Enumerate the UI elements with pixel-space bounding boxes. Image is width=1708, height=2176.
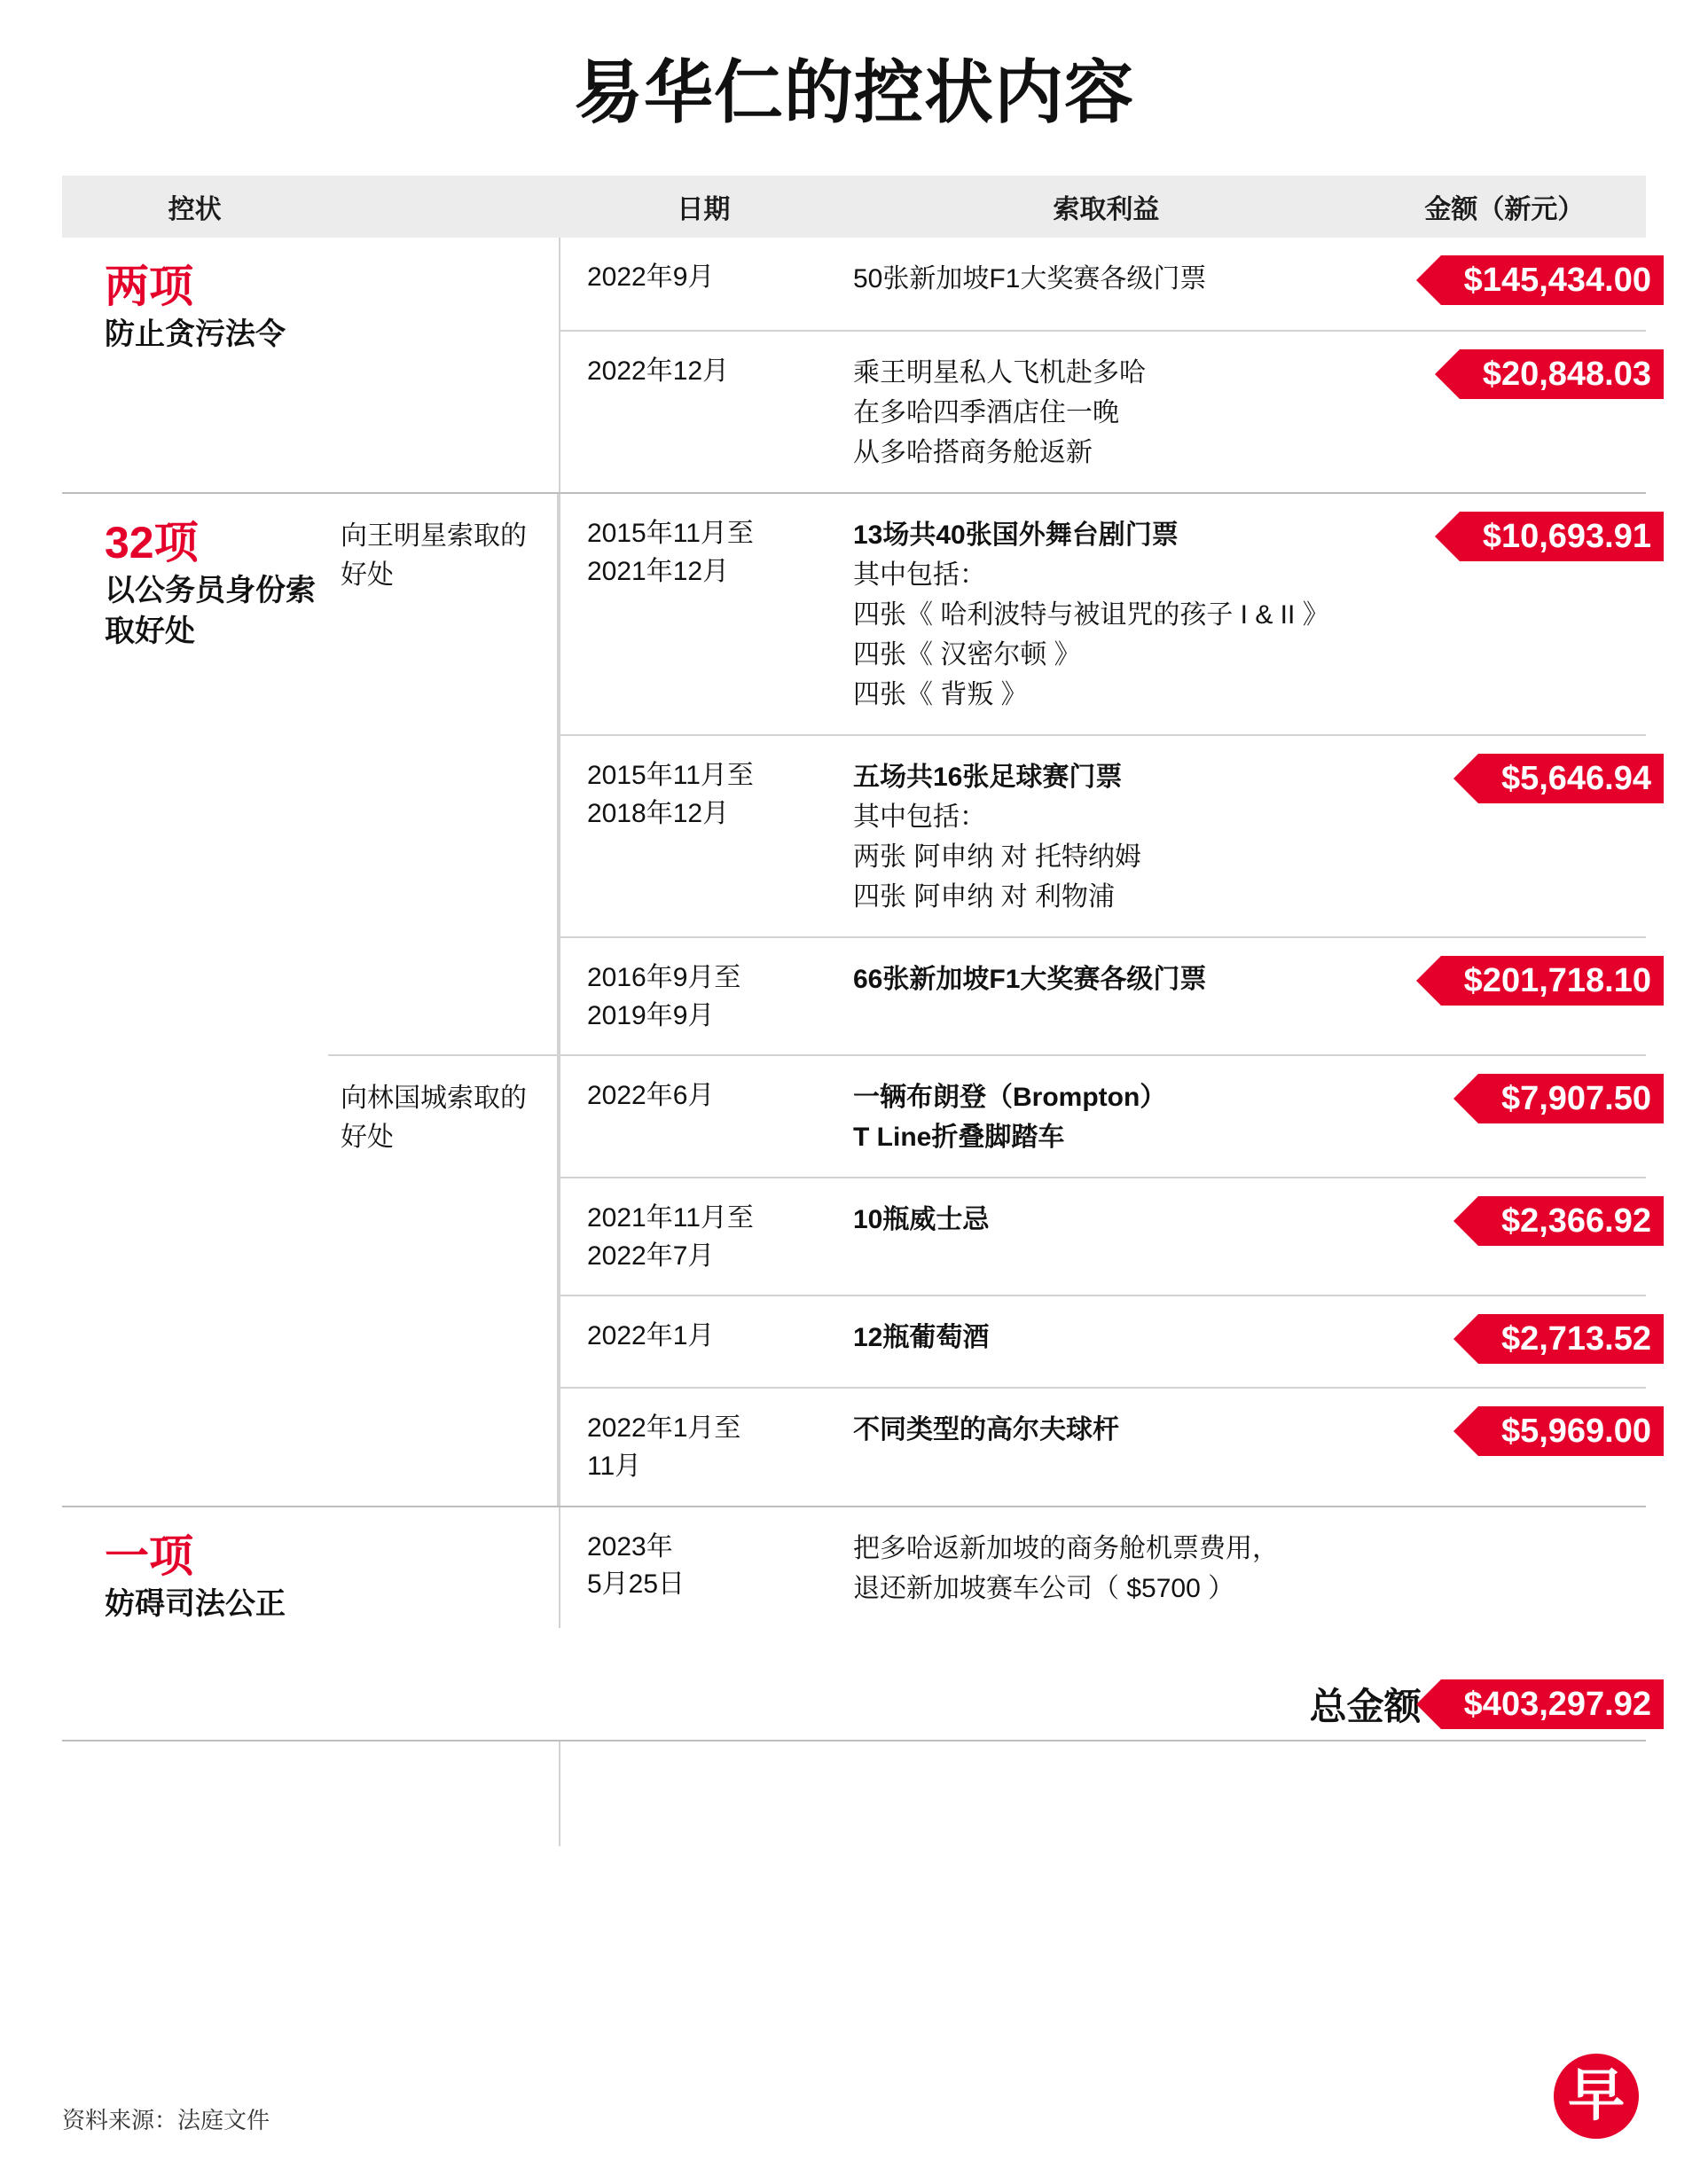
row-date-line: 2015年11月至 — [587, 761, 754, 790]
row-date — [560, 1389, 853, 1505]
row-benefit-line: 50张新加坡F1大奖赛各级门票 — [853, 264, 1207, 294]
row-date — [560, 1178, 853, 1295]
row-date-line: 2022年6月 — [587, 1081, 715, 1111]
row-amount — [1367, 238, 1651, 325]
row-date — [560, 1056, 853, 1135]
header-amount: 金额（新元） — [1424, 195, 1585, 224]
charge-subgroup-label: 向林国城索取的好处 — [328, 1056, 559, 1505]
charge-group-label — [62, 1507, 328, 1648]
amount-tag: $5,969.00 — [1478, 1406, 1664, 1456]
charge-name: 妨碍司法公正 — [105, 1586, 286, 1621]
row-date-line: 2022年1月 — [587, 1321, 715, 1351]
row-benefit-line: 13场共40张国外舞台剧门票 — [853, 521, 1179, 550]
row-date — [560, 1507, 853, 1624]
row-date-line: 2022年1月至 — [587, 1413, 741, 1444]
charge-group-label — [62, 494, 328, 1506]
row-date-line: 2016年9月至 — [587, 963, 741, 992]
row-amount — [1367, 1178, 1651, 1265]
row-benefit-line: 12瓶葡萄酒 — [853, 1323, 990, 1353]
row-date-line: 5月25日 — [587, 1569, 686, 1600]
table-row — [559, 734, 1651, 936]
row-date-line: 2021年12月 — [587, 556, 730, 586]
charge-subgroup — [328, 494, 1651, 1054]
charge-group-body — [328, 238, 1651, 492]
row-amount — [1367, 1296, 1651, 1383]
row-amount — [1367, 938, 1651, 1025]
table-row — [559, 1507, 1646, 1628]
header-benefit: 索取利益 — [1053, 195, 1160, 224]
row-date — [560, 332, 853, 411]
row-amount — [1367, 1507, 1646, 1545]
row-benefit-line: 退还新加坡赛车公司（ $5700 ） — [853, 1573, 1235, 1603]
row-amount — [1367, 1389, 1651, 1475]
row-benefit — [853, 736, 1367, 936]
charge-group-label — [62, 238, 328, 492]
charge-name: 防止贪污法令 — [105, 317, 286, 351]
charge-group-body — [328, 1507, 1646, 1648]
charge-subgroup — [328, 1054, 1651, 1505]
source-note: 资料来源：法庭文件 — [62, 2107, 270, 2133]
row-benefit — [853, 494, 1367, 734]
row-amount — [1367, 736, 1651, 823]
table-row — [559, 330, 1651, 492]
charge-count: 两项 — [105, 262, 193, 311]
table-tail — [62, 1740, 1646, 1846]
row-benefit-line: 其中包括： — [853, 560, 986, 590]
amount-tag: $145,434.00 — [1441, 255, 1664, 305]
amount-tag: $2,713.52 — [1478, 1314, 1664, 1364]
charge-subgroup-spacer — [328, 238, 559, 492]
charge-group-body — [328, 494, 1651, 1506]
amount-tag: $2,366.92 — [1478, 1196, 1664, 1246]
header-date: 日期 — [677, 195, 731, 224]
charge-group — [62, 492, 1651, 1506]
row-benefit-line: 四张 阿申纳 对 利物浦 — [853, 882, 1116, 912]
charge-count: 一项 — [105, 1530, 193, 1581]
table-row — [559, 1295, 1651, 1387]
page-title: 易华仁的控状内容 — [573, 53, 1134, 131]
row-benefit-line: 把多哈返新加坡的商务舱机票费用， — [853, 1533, 1279, 1563]
row-date-line: 2021年11月至 — [587, 1203, 754, 1233]
row-date — [560, 494, 853, 610]
row-date-line: 2022年7月 — [587, 1241, 715, 1271]
row-benefit-line: 四张《 背叛 》 — [853, 680, 1028, 709]
charge-subgroup-body — [559, 1056, 1651, 1505]
charge-subgroup — [328, 1507, 1646, 1628]
charge-subgroup-body — [559, 238, 1651, 492]
row-amount — [1367, 332, 1651, 419]
row-date-line: 2018年12月 — [587, 798, 730, 828]
row-date — [560, 938, 853, 1054]
row-benefit-line: 两张 阿申纳 对 托特纳姆 — [853, 842, 1142, 872]
row-benefit-line: 从多哈搭商务舱返新 — [853, 438, 1093, 467]
table-row — [559, 494, 1651, 734]
table-header — [62, 176, 1646, 238]
table-row — [559, 1056, 1651, 1177]
row-date-line: 2019年9月 — [587, 1000, 715, 1030]
charge-subgroup-label: 向王明星索取的好处 — [328, 494, 559, 1054]
row-benefit — [853, 1178, 1367, 1259]
total-amount: $403,297.92 — [1441, 1679, 1664, 1729]
row-benefit-line: 在多哈四季酒店住一晚 — [853, 398, 1119, 427]
row-amount — [1367, 1056, 1651, 1143]
row-benefit — [853, 1507, 1367, 1628]
row-date-line: 2022年9月 — [587, 262, 715, 292]
row-date — [560, 1296, 853, 1375]
row-benefit — [853, 1056, 1367, 1177]
table-row — [559, 1177, 1651, 1295]
amount-tag: $20,848.03 — [1460, 349, 1664, 399]
row-date-line: 2022年12月 — [587, 356, 730, 386]
total-label: 总金额 — [1309, 1686, 1422, 1728]
row-benefit — [853, 238, 1367, 318]
row-benefit-line: 其中包括： — [853, 802, 986, 832]
amount-tag: $10,693.91 — [1460, 512, 1664, 561]
row-benefit-line: 四张《 哈利波特与被诅咒的孩子 I & II 》 — [853, 600, 1329, 630]
charge-subgroup-body — [559, 1507, 1646, 1628]
table-row — [559, 936, 1651, 1054]
charge-subgroup — [328, 238, 1651, 492]
table-row — [559, 238, 1651, 330]
charge-group — [62, 238, 1651, 492]
row-date-line: 11月 — [587, 1451, 642, 1481]
row-benefit-line: T Line折叠脚踏车 — [853, 1123, 1065, 1153]
table-row — [559, 1387, 1651, 1505]
amount-tag: $7,907.50 — [1478, 1074, 1664, 1123]
zaobao-logo: 早 — [1554, 2054, 1639, 2139]
row-date-line: 2015年11月至 — [587, 519, 754, 548]
row-benefit — [853, 1389, 1367, 1469]
amount-tag: $201,718.10 — [1441, 956, 1664, 1006]
row-amount — [1367, 494, 1651, 581]
row-benefit-line: 一辆布朗登（Brompton） — [853, 1083, 1167, 1113]
charge-name: 以公务员身份索取好处 — [105, 574, 316, 648]
row-benefit-line: 四张《 汉密尔顿 》 — [853, 640, 1081, 669]
row-benefit-line: 五场共16张足球赛门票 — [853, 763, 1123, 792]
row-benefit — [853, 938, 1367, 1019]
charge-subgroup-spacer — [328, 1507, 559, 1628]
charge-subgroup-body — [559, 494, 1651, 1054]
row-date — [560, 238, 853, 317]
row-date-line: 2023年 — [587, 1531, 673, 1562]
row-benefit-line: 10瓶威士忌 — [853, 1205, 990, 1235]
row-benefit-line: 乘王明星私人飞机赴多哈 — [853, 358, 1146, 387]
total-row — [62, 1648, 1651, 1740]
table-vertical-rule — [559, 1742, 560, 1846]
row-date — [560, 736, 853, 852]
row-benefit-line: 不同类型的高尔夫球杆 — [853, 1415, 1119, 1445]
charges-table — [62, 238, 1651, 1648]
charge-group — [62, 1506, 1646, 1648]
charge-count: 32项 — [105, 518, 199, 567]
row-benefit-line: 66张新加坡F1大奖赛各级门票 — [853, 965, 1207, 994]
header-charge: 控状 — [168, 195, 222, 224]
amount-tag: $5,646.94 — [1478, 754, 1664, 803]
row-benefit — [853, 1296, 1367, 1377]
row-benefit — [853, 332, 1367, 492]
